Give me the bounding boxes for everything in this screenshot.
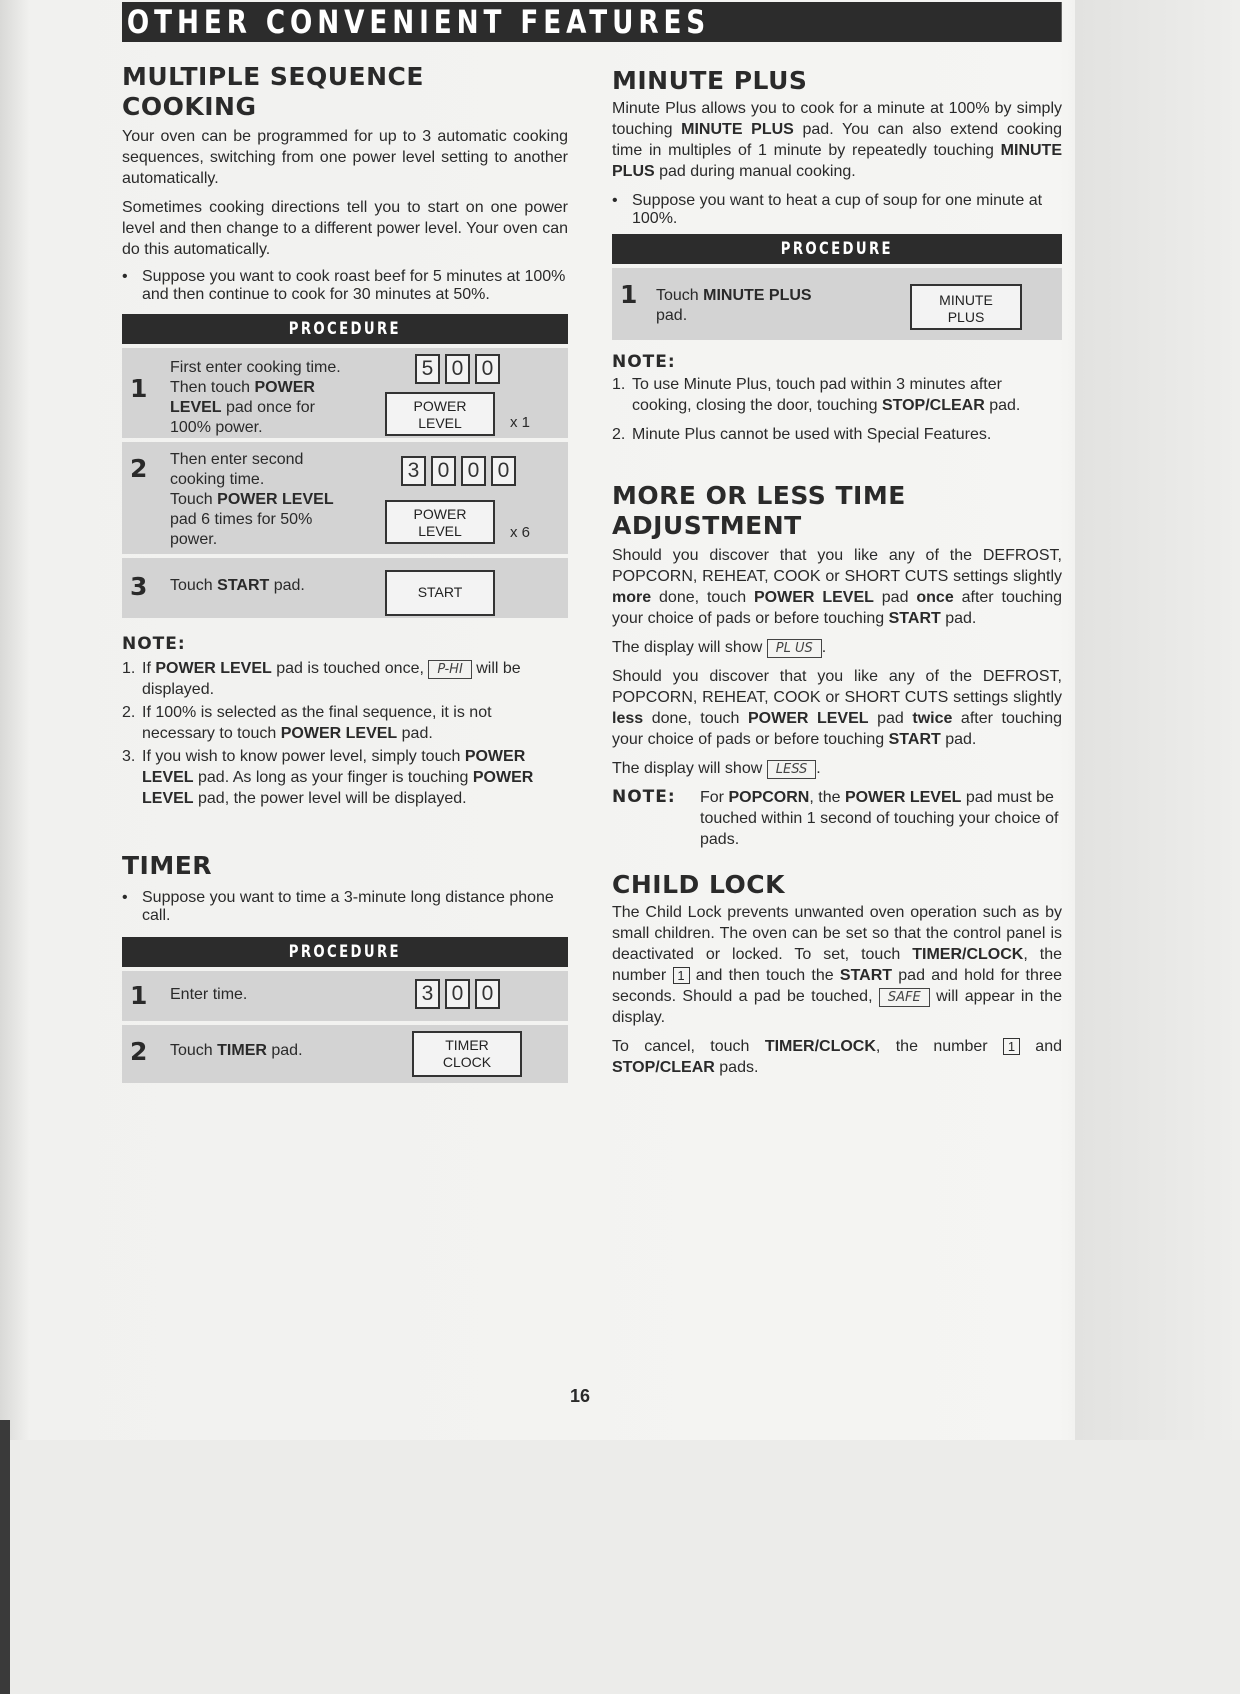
less-display-text: The display will show LESS .	[612, 760, 821, 777]
display-readout: P-HI	[428, 660, 471, 679]
page-fold	[1075, 0, 1240, 1440]
number-key: 1	[1003, 1038, 1020, 1055]
timer-example: • Suppose you want to time a 3-minute long distance phone call.	[122, 889, 554, 924]
timer-clock-key: TIMER CLOCK	[412, 1031, 522, 1077]
step-text: Touch MINUTE PLUS pad.	[656, 287, 812, 324]
number-key: 1	[673, 967, 690, 984]
note-title: NOTE:	[122, 634, 186, 654]
note-item: 3. If you wish to know power level, simply touch POWER LEVEL pad. As long as your finger is touching POWER LEVEL pad, the power level will be displayed.	[122, 748, 534, 807]
multiple-sequence-intro: Your oven can be programmed for up to 3 automatic cooking sequences, switching from one power level setting to another automatically.	[122, 128, 568, 187]
multiple-sequence-title: MULTIPLE SEQUENCE COOKING	[122, 62, 424, 121]
timer-title: TIMER	[122, 851, 213, 880]
minute-plus-example: • Suppose you want to heat a cup of soup for one minute at 100%.	[612, 192, 1043, 227]
more-less-title: MORE OR LESS TIME ADJUSTMENT	[612, 481, 906, 540]
multiple-sequence-para2: Sometimes cooking directions tell you to start on one power level and then change to a different power level. Your oven can do this automatically.	[122, 199, 568, 258]
procedure-step	[122, 348, 568, 438]
step-text: Touch START pad.	[170, 577, 305, 594]
child-lock-cancel-text: To cancel, touch TIMER/CLOCK, the number 1 and STOP/CLEAR pads.	[612, 1038, 1062, 1076]
display-digit: 0	[475, 354, 500, 384]
less-adjustment-text: Should you discover that you like any of the DEFROST, POPCORN, REHEAT, COOK or SHORT CUTS settings slightly less done, touch POWER LEVEL pad twice after touching your choice of pads or before touching START pad.	[612, 668, 1062, 748]
multiple-sequence-example: • Suppose you want to cook roast beef for 5 minutes at 100% and then continue to cook for 30 minutes at 50%.	[122, 268, 566, 303]
popcorn-note: NOTE: For POPCORN, the POWER LEVEL pad must be touched within 1 second of touching your choice of pads.	[612, 787, 1059, 848]
left-column	[122, 62, 568, 1083]
more-adjustment-text: Should you discover that you like any of the DEFROST, POPCORN, REHEAT, COOK or SHORT CUTS settings slightly more done, touch POWER LEVEL pad once after touching your choice of pads or before touching START pad.	[612, 547, 1063, 627]
child-lock-title: CHILD LOCK	[612, 870, 785, 899]
display-digit: 0	[445, 979, 470, 1009]
step-number: 1	[620, 280, 638, 309]
page-number: 16	[570, 1386, 591, 1406]
display-readout: LESS	[767, 760, 817, 779]
more-display-text: The display will show PL US .	[612, 639, 827, 656]
display-digit: 5	[415, 354, 440, 384]
minute-plus-key: MINUTE PLUS	[910, 284, 1022, 330]
display-digit: 3	[415, 979, 440, 1009]
press-count: x 1	[510, 414, 531, 431]
display-digit: 0	[491, 456, 516, 486]
display-digit: 3	[401, 456, 426, 486]
procedure-header: PROCEDURE	[122, 937, 568, 967]
page-bottom-margin	[0, 1440, 1240, 1694]
step-text: Enter time.	[170, 986, 248, 1003]
binding-edge	[0, 1420, 10, 1694]
procedure-header: PROCEDURE	[612, 234, 1062, 264]
step-number: 3	[130, 572, 148, 601]
procedure-step	[612, 268, 1062, 340]
step-text: Touch TIMER pad.	[170, 1042, 303, 1059]
display-digit: 0	[445, 354, 470, 384]
notes-list	[612, 374, 1062, 445]
power-level-key: POWER LEVEL	[385, 392, 495, 436]
right-column	[612, 62, 1062, 1078]
display-digit: 0	[461, 456, 486, 486]
minute-plus-intro: Minute Plus allows you to cook for a minute at 100% by simply touching MINUTE PLUS pad. You can also extend cooking time in multiples of 1 minute by repeatedly touching MINUTE PLUS pad during manual cooking.	[612, 100, 1062, 180]
step-number: 1	[130, 981, 148, 1010]
power-level-key: POWER LEVEL	[385, 500, 495, 544]
display-digit: 0	[431, 456, 456, 486]
procedure-header: PROCEDURE	[122, 314, 568, 344]
step-text: First enter cooking time. Then touch POWER LEVEL pad once for 100% power.	[170, 359, 341, 436]
note-title: NOTE:	[612, 352, 676, 372]
step-number: 1	[130, 374, 148, 403]
procedure-step	[122, 1025, 568, 1083]
procedure-step	[122, 558, 568, 618]
procedure-step	[122, 971, 568, 1021]
display-readout: SAFE	[879, 988, 930, 1007]
step-number: 2	[130, 454, 148, 483]
note-item: 2. If 100% is selected as the final sequence, it is not necessary to touch POWER LEVEL pad.	[122, 704, 492, 742]
note-item: 2. Minute Plus cannot be used with Special Features.	[612, 426, 992, 443]
section-header: OTHER CONVENIENT FEATURES	[122, 2, 1062, 42]
start-key: START	[385, 570, 495, 616]
note-item: 1. If POWER LEVEL pad is touched once, P-HI will be displayed.	[122, 660, 521, 698]
press-count: x 6	[510, 524, 531, 541]
display-readout: PL US	[767, 639, 822, 658]
step-text: Then enter second cooking time. Touch POWER LEVEL pad 6 times for 50% power.	[170, 451, 334, 548]
notes-list	[122, 658, 568, 809]
note-item: 1. To use Minute Plus, touch pad within 3 minutes after cooking, closing the door, touching STOP/CLEAR pad.	[612, 376, 1021, 414]
display-digit: 0	[475, 979, 500, 1009]
child-lock-text: The Child Lock prevents unwanted oven operation such as by small children. The oven can be set so that the control panel is deactivated or locked. To set, touch TIMER/CLOCK, the number 1 and then touch the START pad and hold for three seconds. Should a pad be touched, SAFE will appear in the display.	[612, 904, 1063, 1026]
procedure-step	[122, 442, 568, 554]
minute-plus-title: MINUTE PLUS	[612, 66, 808, 95]
step-number: 2	[130, 1037, 148, 1066]
